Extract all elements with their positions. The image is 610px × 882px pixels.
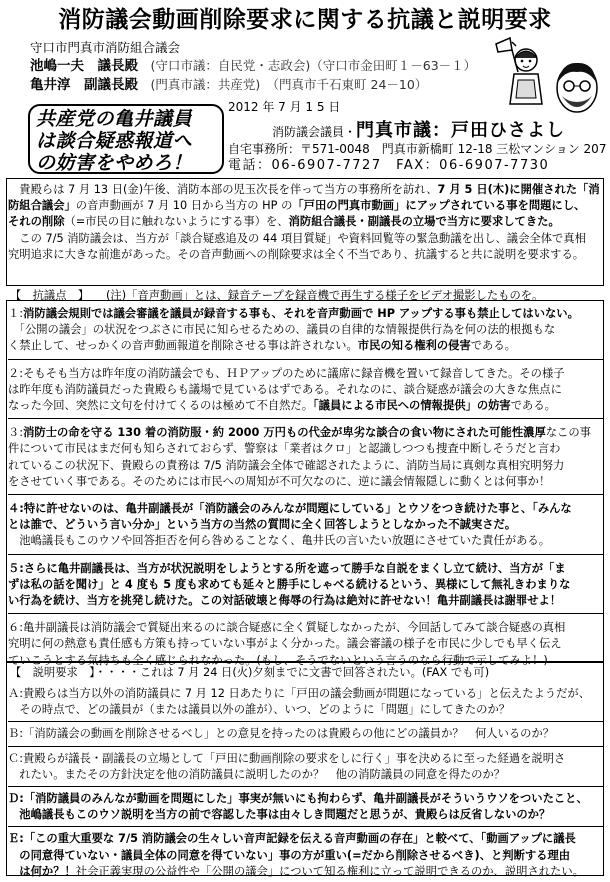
text-run: は何か？！ bbox=[8, 864, 76, 878]
text-run: の同意得ていない・議員全体の同意を得ていない」事の方が重い bbox=[8, 848, 347, 862]
text-run: である。 bbox=[510, 399, 556, 413]
text-run: 消防士の命を守る 130 着の消防服・約 2000 万円もの代金が卑劣な談合の食い物にされた可能性濃厚 bbox=[23, 426, 546, 440]
question-a bbox=[8, 686, 604, 718]
addressee-org: 守口市門真市消防組合議会 bbox=[30, 40, 181, 55]
text-run: 市民の知る権利の侵害 bbox=[357, 339, 471, 353]
protest-point-line bbox=[8, 382, 604, 398]
text-run: れたい。またその方針決定を他の消防議員に説明したのか？ 他の消防議員の同意を得たのか？ bbox=[8, 767, 506, 781]
text-run: である。 bbox=[470, 339, 516, 353]
text-run: 「戸田の門真市動画」にアップされている事を問題にし、 bbox=[292, 199, 586, 213]
protest-header: 【 抗議点 】 (注)「音声動画」とは、録音テープを録音機で再生する様子をビデオ撮影したものを。 bbox=[10, 289, 544, 302]
protest-point-line bbox=[8, 593, 604, 609]
protest-point-1 bbox=[8, 306, 604, 355]
text-run: ３: bbox=[8, 426, 24, 440]
question-line bbox=[8, 831, 604, 847]
question-line bbox=[8, 726, 604, 742]
text-run: なった今回、突然に文句を付けてくるのは極めて不自然だ。 bbox=[8, 399, 314, 413]
text-run: Ｄ:「消防議員のみんなが動画を問題にした」事実が無いにも拘わらず、亀井副議長がそういうウソをついたこと、 bbox=[8, 792, 588, 806]
addressee-vice: 亀井淳 副議長殿 (門真市議：共産党) （門真市千石東町 24－10） bbox=[30, 77, 428, 93]
slogan-callout bbox=[28, 104, 224, 174]
intro-line bbox=[8, 182, 604, 198]
protest-point-line bbox=[8, 425, 604, 441]
addressee-chair: 池嶋一夫 議長殿 (守口市議：自民党・志政会)（守口市金田町１－63－１） bbox=[30, 58, 477, 74]
protest-point-line bbox=[8, 533, 604, 549]
megaphone-woman-illustration bbox=[492, 36, 548, 106]
body-text bbox=[8, 182, 604, 263]
protest-point-line bbox=[8, 366, 604, 382]
question-line bbox=[8, 767, 604, 783]
protest-point-line bbox=[8, 561, 604, 577]
intro-line bbox=[8, 198, 604, 214]
text-run: 、と判断する理由 bbox=[479, 848, 571, 862]
divider bbox=[8, 721, 604, 722]
question-line bbox=[8, 791, 604, 807]
protest-point-line bbox=[8, 517, 604, 533]
divider bbox=[8, 613, 604, 614]
protest-section bbox=[8, 288, 604, 304]
divider bbox=[8, 826, 604, 827]
intro-paragraph bbox=[8, 182, 604, 263]
question-c bbox=[8, 751, 604, 783]
protest-point-line bbox=[8, 474, 604, 490]
protest-points bbox=[8, 304, 604, 669]
text-run: 究明追求に大きな前進があった。その音声動画への削除要求は全く不当であり、抗議すると共に説明を要求する。 bbox=[8, 247, 585, 261]
slogan-line: は談合疑惑報道へ bbox=[36, 130, 193, 152]
text-run: その時点で、どの議員が（または議員以外の誰が）、いつ、どのように「問題」にしてきたのか？ bbox=[8, 703, 511, 717]
protest-point-line bbox=[8, 501, 604, 517]
question-line bbox=[8, 864, 604, 880]
text-run: ２:そもそも当方は昨年度の消防議会でも、ＨＰアップのために議席に録音機を置いて録音してきた。その様子 bbox=[8, 366, 565, 380]
protest-point-line bbox=[8, 458, 604, 474]
text-run: ずは私の話を聞け」と 4 度も 5 度も求めても延々と勝手にしゃべる続けるという、異様にして無礼きわまりな bbox=[8, 577, 571, 591]
protest-point-line bbox=[8, 441, 604, 457]
divider bbox=[8, 554, 604, 555]
text-run: 防組合議会」 bbox=[8, 199, 76, 213]
text-run: 件について市民はまだ何も知らされておらず、警察は「業者はクロ」と認識しつつも捜査中断しそうだと言わ bbox=[8, 442, 561, 456]
text-run: １: bbox=[8, 307, 24, 320]
text-run: なこの事 bbox=[545, 426, 591, 440]
protest-point-line bbox=[8, 306, 604, 322]
slogan-line: 共産党の亀井議員 bbox=[36, 108, 193, 130]
text-run: 究明に何の熱意も責任感も方策も持っていない事がよく分かった。議会審議の様子を市民に少しでも早く伝え bbox=[8, 637, 562, 651]
text-run: は昨年度も消防議員だった貴殿らも議場で見ているはずである。それなのに、談合疑惑が議会の大きな焦点に bbox=[8, 382, 562, 396]
text-run: 「議員による市民への情報提供」の妨害 bbox=[313, 399, 511, 413]
portrait-man-illustration bbox=[552, 58, 602, 118]
text-run: ていこうとする気持ちも全く感じられなかった。(もし、そうでないという言うのなら行動で示してみよ！) bbox=[8, 653, 548, 667]
protest-point-line bbox=[8, 338, 604, 354]
question-line bbox=[8, 702, 604, 718]
explain-header: 【 説明要求 】・・・・これは 7 月 24 日(火)夕刻までに文書で回答されたい。(FAX でも可) bbox=[10, 666, 490, 679]
text-run: 「公開の議会」の状況をつぶさに市民に知らせるための、議員の自律的な情報提供行為を何の法的根拠もな bbox=[8, 323, 556, 337]
protest-point-line bbox=[8, 322, 604, 338]
divider bbox=[8, 746, 604, 747]
protest-point-line bbox=[8, 577, 604, 593]
text-run: ６:亀井副議長は消防議会で質疑出来るのに談合疑惑に全く質疑しなかったが、今回話してみて談合疑惑の真相 bbox=[8, 621, 566, 635]
text-run: 社会正義実現の公益性や「公開の議会」について知る権利に立って説明できるのか、説明されたい。 bbox=[75, 864, 584, 878]
protest-point-4 bbox=[8, 501, 604, 550]
text-run: 消防議会規則では議会審議を議員が録音する事も、それを音声動画で HP アップする事も禁止してはいない。 bbox=[23, 307, 579, 320]
text-run: とは誰で、どういう言い分か」という当方の当然の質問に全く回答しようとしなかった不誠実さだ。 bbox=[8, 518, 517, 532]
sender-office: 自宅事務所：〒571-0048 門真市新橋町 12-18 三松マンション 207 bbox=[228, 142, 607, 156]
question-line bbox=[8, 751, 604, 767]
divider bbox=[8, 418, 604, 419]
protest-point-line bbox=[8, 636, 604, 652]
text-run: れているこの状況下、貴殿らの責務は 7/5 消防議会全体で確認されたように、消防当局に真剣な真相究明努力 bbox=[8, 458, 565, 472]
intro-line bbox=[8, 214, 604, 230]
text-run: Ａ:貴殿らは当方以外の消防議員に 7 月 12 日あたりに「戸田の議会動画が問題になっている」と伝えたようだが、 bbox=[8, 687, 590, 700]
question-d bbox=[8, 791, 604, 823]
question-b bbox=[8, 726, 604, 742]
divider bbox=[8, 786, 604, 787]
text-run: 池嶋議長もこのウソや回答拒否を何ら咎めることなく、亀井氏の言いたい放題にさせていた責任がある。 bbox=[8, 534, 551, 548]
protest-point-6 bbox=[8, 620, 604, 669]
text-run: く禁止して、せっかくの音声動画報道を削除させる事は許されない。 bbox=[8, 339, 358, 353]
divider bbox=[8, 494, 604, 495]
question-line bbox=[8, 807, 604, 823]
protest-point-line bbox=[8, 398, 604, 414]
text-run: い行為を続け、当方を挑発し続けた。この対話破壊と侮辱の行為は絶対に許せない！亀井副議長は謝罪せよ！ bbox=[8, 594, 562, 608]
slogan-line: の妨害をやめろ！ bbox=[36, 152, 193, 174]
protest-point-line bbox=[8, 620, 604, 636]
text-run: (=だから削除させるべき) bbox=[346, 848, 480, 862]
document-date: 2012 年 7 月 1 5 日 bbox=[228, 100, 341, 114]
text-run: Ｃ:貴殿らが議長・副議長の立場として「戸田に動画削除の要求をしに行く」事を決めるに至った経過を説明さ bbox=[8, 751, 566, 765]
text-run: 亀井副議長が「消防議会のみんなが問題にしている」とウソをつき続けた事と、「みんな bbox=[125, 502, 572, 516]
text-run: 消防組合議長・副議長の立場で当方に要求してきた。 bbox=[288, 215, 560, 229]
protest-point-2 bbox=[8, 366, 604, 415]
text-run: Ｂ:「消防議会の動画を削除させるべし」との意見を持ったのは貴殿らの他にどの議員か？ 何人いるのか？ bbox=[8, 727, 555, 741]
text-run: 貴殿らは 7 月 13 日(金)午後、消防本部の児玉次長を伴って当方の事務所を訪れ、 bbox=[8, 183, 438, 196]
divider bbox=[8, 359, 604, 360]
question-line bbox=[8, 848, 604, 864]
text-run: と較べて、「動画アップに議長 bbox=[424, 832, 576, 846]
text-run: この 7/5 消防議会は、当方が「談合疑惑追及の 44 項目質疑」や資料回覧等の緊急動議を出し、議会全体で真相 bbox=[8, 231, 586, 245]
sender-phone: 電話：06-6907-7727 FAX：06-6907-7730 bbox=[228, 158, 550, 173]
text-run: の音声動画が 7 月 10 日から当方の HP の bbox=[75, 199, 293, 213]
text-run: ５:さらに亀井副議長は、当方が状況説明をしようとする所を遮って勝手な自説をまくし立て続け、当方が「ま bbox=[8, 561, 566, 575]
question-line bbox=[8, 686, 604, 702]
protest-point-3 bbox=[8, 425, 604, 490]
intro-line bbox=[8, 231, 604, 247]
text-run: ４:特に許せないのは、 bbox=[8, 502, 126, 516]
text-run: 池嶋議長もこのウソ説明を当方の前で容認した事は由々しき問題だと思うが、貴殿らは反省しないのか？ bbox=[8, 808, 551, 822]
text-run: それの削除 bbox=[8, 215, 65, 229]
explain-questions bbox=[8, 686, 604, 880]
sender-signature: 消防議会議員・門真市議：戸田ひさよし bbox=[272, 120, 566, 141]
explain-section bbox=[8, 665, 604, 681]
text-run: （=市民の目に触れないようにする事）を、 bbox=[64, 215, 289, 229]
intro-line bbox=[8, 247, 604, 263]
protest-point-5 bbox=[8, 561, 604, 610]
question-e bbox=[8, 831, 604, 880]
text-run: をさせていく事である。そのためには市民への周知が不可欠なのに、逆に議会情報隠しに動くとは何事か！ bbox=[8, 474, 551, 488]
text-run: Ｅ:「この重大重要な 7/5 消防議会の生々しい音声記録を伝える音声動画の存在」 bbox=[8, 832, 425, 846]
page-title: 消防議会動画削除要求に関する抗議と説明要求 bbox=[58, 7, 552, 33]
text-run: 7 月 5 日(木)に開催された「消 bbox=[437, 183, 600, 196]
